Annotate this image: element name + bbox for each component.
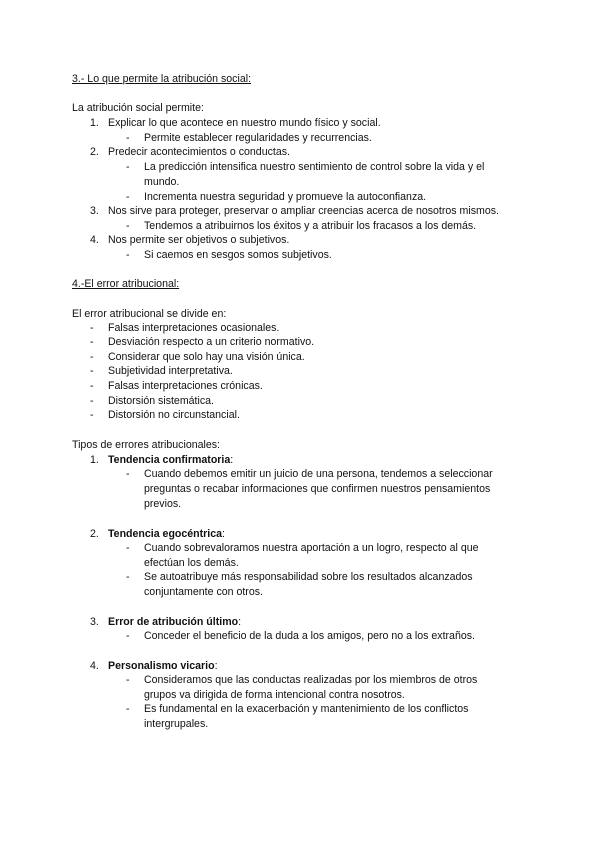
bullet-item: Distorsión no circunstancial. <box>108 409 240 421</box>
sub-item: Conceder el beneficio de la duda a los amigos, pero no a los extraños. <box>144 630 475 642</box>
type-title: Tendencia egocéntrica <box>108 528 223 540</box>
section-3-heading: 3.- Lo que permite la atribución social: <box>72 73 252 85</box>
sub-item: Cuando debemos emitir un juicio de una persona, tendemos a seleccionar <box>144 468 493 480</box>
sub-item: Se autoatribuye más responsabilidad sobre los resultados alcanzados <box>144 571 473 583</box>
dash-marker: - <box>90 409 94 421</box>
list-number: 4. <box>90 660 99 672</box>
section-4-intro: El error atribucional se divide en: <box>72 308 227 320</box>
dash-marker: - <box>126 468 130 480</box>
type-title: Tendencia confirmatoria <box>108 454 231 466</box>
list-number: 3. <box>90 205 99 217</box>
list-number: 1. <box>90 454 99 466</box>
type-heading: Tendencia egocéntrica: <box>108 528 225 540</box>
types-intro: Tipos de errores atribucionales: <box>72 439 220 451</box>
list-item: Explicar lo que acontece en nuestro mundo físico y social. <box>108 117 381 129</box>
list-number: 1. <box>90 117 99 129</box>
bullet-item: Falsas interpretaciones ocasionales. <box>108 322 280 334</box>
dash-marker: - <box>126 571 130 583</box>
bullet-item: Distorsión sistemática. <box>108 395 214 407</box>
dash-marker: - <box>90 365 94 377</box>
dash-marker: - <box>126 542 130 554</box>
sub-item-continuation: efectúan los demás. <box>144 557 239 569</box>
sub-item: Consideramos que las conductas realizadas por los miembros de otros <box>144 674 478 686</box>
type-heading: Personalismo vicario: <box>108 660 218 672</box>
bullet-item: Falsas interpretaciones crónicas. <box>108 380 263 392</box>
sub-item-continuation: grupos va dirigida de forma intencional contra nosotros. <box>144 689 405 701</box>
sub-item-continuation: previos. <box>144 498 182 510</box>
dash-marker: - <box>126 161 130 173</box>
bullet-item: Desviación respecto a un criterio normativo. <box>108 336 315 348</box>
dash-marker: - <box>90 395 94 407</box>
sub-item: Es fundamental en la exacerbación y mantenimiento de los conflictos <box>144 703 469 715</box>
list-item: Nos sirve para proteger, preservar o ampliar creencias acerca de nosotros mismos. <box>108 205 499 217</box>
dash-marker: - <box>90 380 94 392</box>
dash-marker: - <box>126 220 130 232</box>
sub-item: Incrementa nuestra seguridad y promueve la autoconfianza. <box>144 191 427 203</box>
sub-item-continuation: conjuntamente con otros. <box>144 586 263 598</box>
dash-marker: - <box>126 674 130 686</box>
dash-marker: - <box>126 249 130 261</box>
list-number: 2. <box>90 146 99 158</box>
type-heading: Error de atribución último: <box>108 616 242 628</box>
list-number: 3. <box>90 616 99 628</box>
section-4-heading: 4.-El error atribucional: <box>72 278 180 290</box>
dash-marker: - <box>126 703 130 715</box>
dash-marker: - <box>126 132 130 144</box>
type-title: Error de atribución último <box>108 616 239 628</box>
section-3-intro: La atribución social permite: <box>72 102 204 114</box>
list-number: 4. <box>90 234 99 246</box>
list-item: Nos permite ser objetivos o subjetivos. <box>108 234 290 246</box>
dash-marker: - <box>90 336 94 348</box>
list-item: Predecir acontecimientos o conductas. <box>108 146 290 158</box>
dash-marker: - <box>126 191 130 203</box>
sub-item-continuation: intergrupales. <box>144 718 209 730</box>
bullet-item: Considerar que solo hay una visión única. <box>108 351 305 363</box>
sub-item: Permite establecer regularidades y recurrencias. <box>144 132 372 144</box>
type-title: Personalismo vicario <box>108 660 215 672</box>
dash-marker: - <box>90 351 94 363</box>
sub-item: La predicción intensifica nuestro sentimiento de control sobre la vida y el <box>144 161 485 173</box>
dash-marker: - <box>126 630 130 642</box>
dash-marker: - <box>90 322 94 334</box>
sub-item: Tendemos a atribuirnos los éxitos y a atribuir los fracasos a los demás. <box>144 220 477 232</box>
bullet-item: Subjetividad interpretativa. <box>108 365 233 377</box>
sub-item-continuation: preguntas o recabar informaciones que confirmen nuestros pensamientos <box>144 483 491 495</box>
sub-item-continuation: mundo. <box>144 176 180 188</box>
sub-item: Si caemos en sesgos somos subjetivos. <box>144 249 332 261</box>
type-heading: Tendencia confirmatoria: <box>108 454 234 466</box>
sub-item: Cuando sobrevaloramos nuestra aportación a un logro, respecto al que <box>144 542 479 554</box>
list-number: 2. <box>90 528 99 540</box>
